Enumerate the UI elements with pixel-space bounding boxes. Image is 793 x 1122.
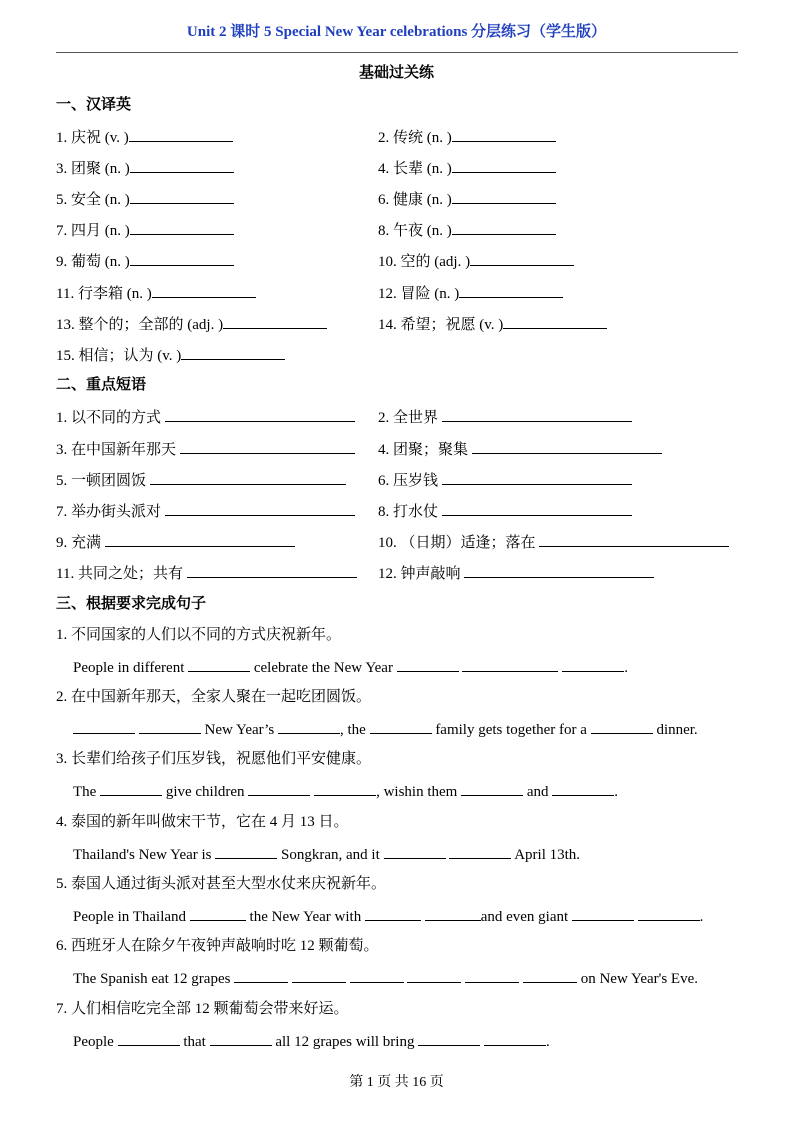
- phrase-item-7: [56, 500, 355, 522]
- sentence-text: family gets together for a: [435, 722, 587, 738]
- answer-blank[interactable]: [314, 780, 376, 796]
- vocab-label: 8. 午夜 (n. ): [378, 223, 452, 239]
- vocab-item-9: [56, 250, 234, 272]
- vocab-item-12: [378, 282, 563, 304]
- answer-blank[interactable]: [370, 718, 432, 734]
- answer-blank[interactable]: [384, 843, 446, 859]
- section2-title: 二、重点短语: [56, 377, 147, 393]
- document-header: Unit 2 课时 5 Special New Year celebrations 分层练习（学生版）: [186, 24, 607, 40]
- question-6-sentence: [73, 967, 698, 989]
- phrase-label: 10. （日期）适逢；落在: [378, 535, 536, 551]
- answer-blank[interactable]: [470, 250, 574, 266]
- vocab-item-3: [56, 157, 234, 179]
- answer-blank[interactable]: [152, 282, 256, 298]
- answer-blank[interactable]: [418, 1030, 480, 1046]
- answer-blank[interactable]: [73, 718, 135, 734]
- phrase-item-6: [378, 469, 632, 491]
- answer-blank[interactable]: [407, 967, 461, 983]
- sentence-text: that: [183, 1034, 206, 1050]
- sentence-text: dinner.: [656, 722, 698, 738]
- vocab-label: 11. 行李箱 (n. ): [56, 286, 152, 302]
- question-7-sentence: [73, 1030, 550, 1052]
- answer-blank[interactable]: [465, 967, 519, 983]
- answer-blank[interactable]: [278, 718, 340, 734]
- phrase-item-10: [378, 531, 729, 553]
- answer-blank[interactable]: [130, 157, 234, 173]
- vocab-label: 6. 健康 (n. ): [378, 192, 452, 208]
- answer-blank[interactable]: [365, 905, 421, 921]
- phrase-item-8: [378, 500, 632, 522]
- answer-blank[interactable]: [190, 905, 246, 921]
- sentence-text: People in different: [73, 660, 185, 676]
- vocab-label: 12. 冒险 (n. ): [378, 286, 460, 302]
- sentence-text: celebrate the New Year: [253, 660, 393, 676]
- vocab-item-7: [56, 219, 234, 241]
- answer-blank[interactable]: [215, 843, 277, 859]
- vocab-item-14: [378, 313, 607, 335]
- answer-blank[interactable]: [187, 562, 357, 578]
- answer-blank[interactable]: [425, 905, 481, 921]
- answer-blank[interactable]: [397, 656, 459, 672]
- phrase-label: 2. 全世界: [378, 410, 439, 426]
- vocab-item-11: [56, 282, 256, 304]
- vocab-item-1: [56, 126, 233, 148]
- phrase-item-4: [378, 438, 662, 460]
- phrase-label: 8. 打水仗: [378, 504, 439, 520]
- answer-blank[interactable]: [472, 438, 662, 454]
- vocab-item-10: [378, 250, 574, 272]
- answer-blank[interactable]: [165, 500, 355, 516]
- vocab-label: 13. 整个的；全部的 (adj. ): [56, 317, 224, 333]
- answer-blank[interactable]: [591, 718, 653, 734]
- answer-blank[interactable]: [462, 656, 558, 672]
- answer-blank[interactable]: [523, 967, 577, 983]
- vocab-item-6: [378, 188, 556, 210]
- answer-blank[interactable]: [130, 188, 234, 204]
- vocab-item-15: [56, 344, 285, 366]
- answer-blank[interactable]: [459, 282, 563, 298]
- sentence-text: , the: [339, 722, 366, 738]
- answer-blank[interactable]: [150, 469, 346, 485]
- sentence-text: all 12 grapes will bring: [275, 1034, 415, 1050]
- answer-blank[interactable]: [452, 157, 556, 173]
- answer-blank[interactable]: [234, 967, 288, 983]
- page-footer: 第 1 页 共 16 页: [349, 1075, 444, 1090]
- header-divider: [56, 52, 738, 53]
- sentence-text: give children: [165, 784, 245, 800]
- phrase-item-11: [56, 562, 357, 584]
- answer-blank[interactable]: [210, 1030, 272, 1046]
- vocab-item-2: [378, 126, 556, 148]
- vocab-label: 15. 相信；认为 (v. ): [56, 348, 182, 364]
- sentence-text: .: [614, 784, 618, 800]
- section1-title: 一、汉译英: [56, 97, 132, 113]
- phrase-label: 3. 在中国新年那天: [56, 442, 177, 458]
- answer-blank[interactable]: [442, 469, 632, 485]
- answer-blank[interactable]: [452, 219, 556, 235]
- phrase-label: 4. 团聚；聚集: [378, 442, 469, 458]
- vocab-item-4: [378, 157, 556, 179]
- vocab-label: 9. 葡萄 (n. ): [56, 254, 130, 270]
- question-2-prompt: 2. 在中国新年那天，全家人聚在一起吃团圆饭。: [56, 689, 372, 705]
- answer-blank[interactable]: [248, 780, 310, 796]
- answer-blank[interactable]: [292, 967, 346, 983]
- phrase-item-9: [56, 531, 295, 553]
- answer-blank[interactable]: [442, 406, 632, 422]
- sentence-text: and: [526, 784, 549, 800]
- answer-blank[interactable]: [100, 780, 162, 796]
- vocab-label: 1. 庆祝 (v. ): [56, 130, 129, 146]
- question-3-prompt: 3. 长辈们给孩子们压岁钱，祝愿他们平安健康。: [56, 751, 372, 767]
- sentence-text: Thailand's New Year is: [73, 847, 212, 863]
- answer-blank[interactable]: [452, 188, 556, 204]
- phrase-item-5: [56, 469, 346, 491]
- vocab-label: 4. 长辈 (n. ): [378, 161, 452, 177]
- answer-blank[interactable]: [464, 562, 654, 578]
- answer-blank[interactable]: [130, 219, 234, 235]
- answer-blank[interactable]: [452, 126, 556, 142]
- phrase-label: 6. 压岁钱: [378, 473, 439, 489]
- answer-blank[interactable]: [552, 780, 614, 796]
- sentence-text: and even giant: [480, 909, 569, 925]
- answer-blank[interactable]: [562, 656, 624, 672]
- phrase-label: 7. 举办街头派对: [56, 504, 162, 520]
- answer-blank[interactable]: [539, 531, 729, 547]
- answer-blank[interactable]: [442, 500, 632, 516]
- question-1-sentence: [73, 656, 628, 678]
- sentence-text: April 13th.: [514, 847, 581, 863]
- vocab-label: 3. 团聚 (n. ): [56, 161, 130, 177]
- phrase-label: 12. 钟声敲响: [378, 566, 461, 582]
- question-5-prompt: 5. 泰国人通过街头派对甚至大型水仗来庆祝新年。: [56, 876, 387, 892]
- answer-blank[interactable]: [139, 718, 201, 734]
- question-1-prompt: 1. 不同国家的人们以不同的方式庆祝新年。: [56, 627, 342, 643]
- answer-blank[interactable]: [129, 126, 233, 142]
- vocab-item-5: [56, 188, 234, 210]
- vocab-label: 14. 希望；祝愿 (v. ): [378, 317, 504, 333]
- answer-blank[interactable]: [181, 344, 285, 360]
- answer-blank[interactable]: [223, 313, 327, 329]
- answer-blank[interactable]: [350, 967, 404, 983]
- question-4-sentence: [73, 843, 580, 865]
- vocab-label: 2. 传统 (n. ): [378, 130, 452, 146]
- answer-blank[interactable]: [572, 905, 634, 921]
- sentence-text: People in Thailand: [73, 909, 187, 925]
- phrase-label: 1. 以不同的方式: [56, 410, 162, 426]
- vocab-item-8: [378, 219, 556, 241]
- sentence-text: The: [73, 784, 97, 800]
- phrase-label: 11. 共同之处；共有: [56, 566, 183, 582]
- phrase-item-12: [378, 562, 654, 584]
- question-7-prompt: 7. 人们相信吃完全部 12 颗葡萄会带来好运。: [56, 1001, 349, 1017]
- sentence-text: on New Year's Eve.: [580, 971, 698, 987]
- phrase-item-3: [56, 438, 355, 460]
- vocab-label: 5. 安全 (n. ): [56, 192, 130, 208]
- question-3-sentence: [73, 780, 618, 802]
- sentence-text: .: [699, 909, 704, 925]
- question-2-sentence: [73, 718, 698, 740]
- answer-blank[interactable]: [503, 313, 607, 329]
- sentence-text: People: [73, 1034, 114, 1050]
- question-4-prompt: 4. 泰国的新年叫做宋干节，它在 4 月 13 日。: [56, 814, 349, 830]
- phrase-label: 9. 充满: [56, 535, 102, 551]
- answer-blank[interactable]: [484, 1030, 546, 1046]
- sentence-text: .: [545, 1034, 550, 1050]
- answer-blank[interactable]: [165, 406, 355, 422]
- sentence-text: The Spanish eat 12 grapes: [73, 971, 231, 987]
- answer-blank[interactable]: [188, 656, 250, 672]
- phrase-item-1: [56, 406, 355, 428]
- vocab-label: 7. 四月 (n. ): [56, 223, 130, 239]
- answer-blank[interactable]: [118, 1030, 180, 1046]
- sentence-text: the New Year with: [249, 909, 362, 925]
- answer-blank[interactable]: [638, 905, 700, 921]
- question-6-prompt: 6. 西班牙人在除夕午夜钟声敲响时吃 12 颗葡萄。: [56, 938, 379, 954]
- vocab-item-13: [56, 313, 327, 335]
- question-5-sentence: [73, 905, 703, 927]
- answer-blank[interactable]: [130, 250, 234, 266]
- sentence-text: , wishin them: [376, 784, 458, 800]
- vocab-label: 10. 空的 (adj. ): [378, 254, 471, 270]
- answer-blank[interactable]: [449, 843, 511, 859]
- sentence-text: Songkran, and it: [281, 847, 380, 863]
- main-title: 基础过关练: [358, 65, 434, 81]
- sentence-text: New Year’s: [204, 722, 275, 738]
- answer-blank[interactable]: [180, 438, 355, 454]
- phrase-label: 5. 一顿团圆饭: [56, 473, 147, 489]
- answer-blank[interactable]: [461, 780, 523, 796]
- sentence-text: .: [624, 660, 628, 676]
- phrase-item-2: [378, 406, 632, 428]
- section3-title: 三、根据要求完成句子: [56, 596, 207, 612]
- answer-blank[interactable]: [105, 531, 295, 547]
